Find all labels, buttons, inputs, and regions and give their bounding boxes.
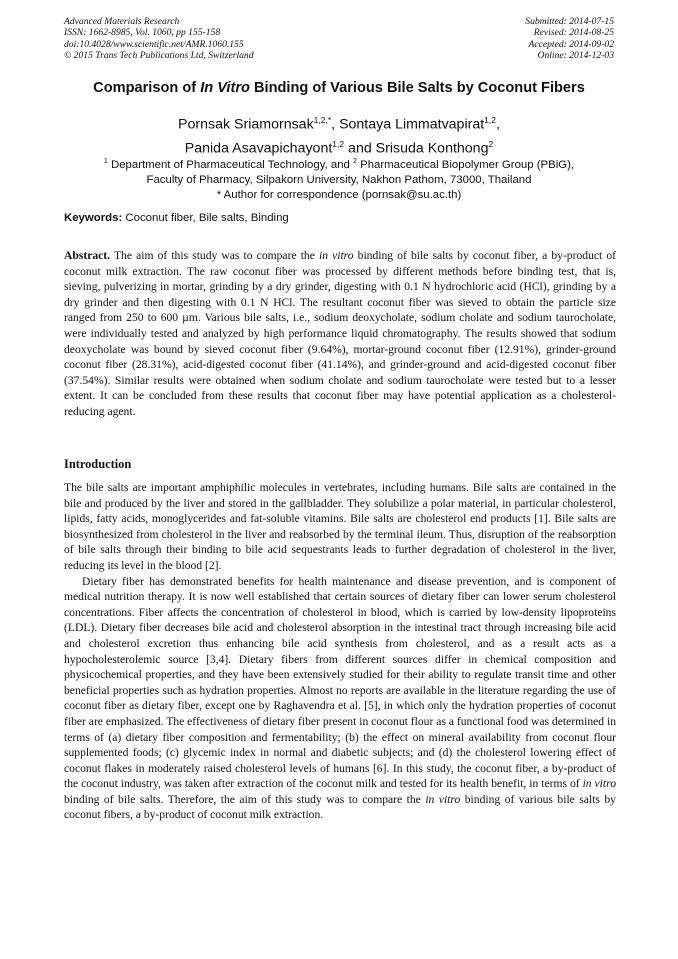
- section-heading-introduction: Introduction: [64, 457, 132, 471]
- journal-issn: ISSN: 1662-8985, Vol. 1060, pp 155-158: [64, 27, 221, 39]
- date-revised: Revised: 2014-08-25: [533, 27, 614, 39]
- date-submitted: Submitted: 2014-07-15: [525, 16, 614, 27]
- paper-title: [0, 80, 678, 96]
- author-name: Panida Asavapichayont: [184, 140, 333, 157]
- abstract-text: binding of bile salts by coconut fiber, a by-product of coconut milk extraction. The raw coconut fiber was processed by different methods before binding test, that is, sieving, pulverizing in mortar, grinding by a dry grinder, digesting with 0.1 N hydrochloric acid (HCl), grinding by a dry grinder and then digesting with 0.1 N HCl. The resultant coconut fiber was sieved to obtain the particle size ranged from 250 to 600 µm. Various bile salts, i.e., sodium deoxycholate, sodium cholate and sodium taurocholate, were individually tested and analyzed by high performance liquid chromatography. The results showed that sodium deoxycholate was bound by sieved coconut fiber (9.64%), mortar-ground coconut fiber (12.91%), grinder-ground coconut fiber (28.31%), acid-digested coconut fiber (41.14%), and grinder-ground and acid-digested coconut fiber (37.54%). Similar results were obtained when sodium cholate and sodium taurocholate were tested but to a lesser extent. It can be concluded from these results that coconut fiber may have potential application as a cholesterol-reducing agent.: [64, 249, 616, 418]
- title-part: Binding of Various Bile Salts by Coconut Fibers: [249, 80, 585, 96]
- correspondence: * Author for correspondence (pornsak@su.ac.th): [216, 189, 462, 202]
- paragraph-italic: in vitro: [425, 792, 461, 806]
- paragraph-text: binding of bile salts. Therefore, the aim of this study was to compare the: [64, 792, 426, 806]
- affiliations: [0, 154, 678, 204]
- keywords: [64, 212, 616, 224]
- introduction-body: [64, 480, 616, 823]
- journal-copyright: © 2015 Trans Tech Publications Ltd, Switzerland: [64, 50, 254, 62]
- author-name: Sontaya Limmatvapirat: [339, 116, 485, 133]
- journal-name: Advanced Materials Research: [64, 16, 180, 27]
- keywords-label: Keywords:: [64, 212, 123, 224]
- abstract: [64, 248, 616, 420]
- paragraph-italic: in vitro: [582, 777, 616, 791]
- abstract-label: Abstract.: [64, 249, 111, 262]
- abstract-text: The aim of this study was to compare the: [110, 249, 319, 262]
- date-online: Online: 2014-12-03: [537, 50, 614, 62]
- journal-doi: doi:10.4028/www.scientific.net/AMR.1060.155: [64, 38, 244, 50]
- date-accepted: Accepted: 2014-09-02: [528, 38, 614, 50]
- paragraph-text: Dietary fiber has demonstrated benefits for health maintenance and disease prevention, and is component of medical nutrition therapy. It is now well established that certain sources of dietary fiber can lower serum cholesterol concentrations. Fiber affects the concentration of cholesterol in blood, which is carried by low-density lipoproteins (LDL). Dietary fiber decreases bile acid and cholesterol absorption in the intestinal tract through increasing bile acid and cholesterol excretion thus enhancing bile acid synthesis from cholesterol, and as a result acts as a hypocholesterolemic source [3,4]. Dietary fibers from different sources differ in chemical composition and physicochemical properties, and they have been extensively studied for their ability to regulate transit time and other beneficial properties such as hydration properties. Almost no reports are available in the literature regarding the use of coconut fiber as dietary fiber, except one by Raghavendra et al. [5], in which only the hydration properties of coconut fiber are emphasized. The effectiveness of dietary fiber present in coconut flour as a functional food was determined in terms of (a) dietary fiber composition and fermentability; (b) the effect on mineral availability from coconut flour supplemented foods; (c) glycemic index in normal and diabetic subjects; and (d) the cholesterol lowering effect of coconut flakes in moderately raised cholesterol levels of humans [6]. In this study, the coconut fiber, a by-product of the coconut industry, was taken after extraction of the coconut milk and tested for its health benefit, in terms of: [64, 574, 616, 791]
- author-affil: 1,2: [484, 115, 496, 125]
- author-list: Pornsak Sriamornsak$^{1,2,*}$, Sontaya Limmatvapirat$^{1,2}$, Panida Asavapichayont$^{1,2}$ and Srisuda Konthong$^2$: [178, 115, 500, 157]
- author-name: Srisuda Konthong: [375, 140, 489, 157]
- affil-dept: Department of Pharmaceutical Technology, and: [107, 158, 354, 171]
- affil-faculty: Faculty of Pharmacy, Silpakorn University, Nakhon Pathom, 73000, Thailand: [146, 174, 532, 187]
- paragraph: [64, 574, 616, 824]
- affil-marker: 2: [353, 158, 357, 165]
- keywords-text: Coconut fiber, Bile salts, Binding: [122, 212, 289, 224]
- author-conjunction: and: [344, 140, 376, 157]
- author-affil: 2: [488, 138, 494, 149]
- journal-info: [64, 16, 254, 62]
- paragraph: The bile salts are important amphiphilic molecules in vertebrates, including humans. Bile salts are contained in the bile and produced by the liver and stored in the gallbladder. They solubilize a polar material, in particular cholesterol, lipids, fatty acids, monoglycerides and fat-soluble vitamins. Bile salts are cholesterol end products [1]. Bile salts are biosynthesized from cholesterol in the liver and reabsorbed by the terminal ileum. Thus, disruption of the reabsorption of bile salts through their binding to bile acid sequestrants leads to further degradation of cholesterol in the liver, reducing its level in the blood [2].: [64, 481, 616, 572]
- title-part: Comparison of: [93, 80, 201, 96]
- submission-dates: [525, 16, 614, 62]
- affil-dept: Pharmaceutical Biopolymer Group (PBiG),: [356, 158, 575, 171]
- title-italic: In Vitro: [200, 80, 250, 96]
- abstract-italic: in vitro: [318, 249, 354, 262]
- affil-marker: 1: [103, 158, 108, 165]
- author-affil: 1,2: [332, 138, 345, 149]
- author-affil: 1,2,*: [313, 115, 332, 125]
- author-name: Pornsak Sriamornsak: [178, 116, 314, 133]
- paragraph-text: binding of various bile salts by coconut fibers, a by-product of coconut milk extraction.: [64, 792, 616, 822]
